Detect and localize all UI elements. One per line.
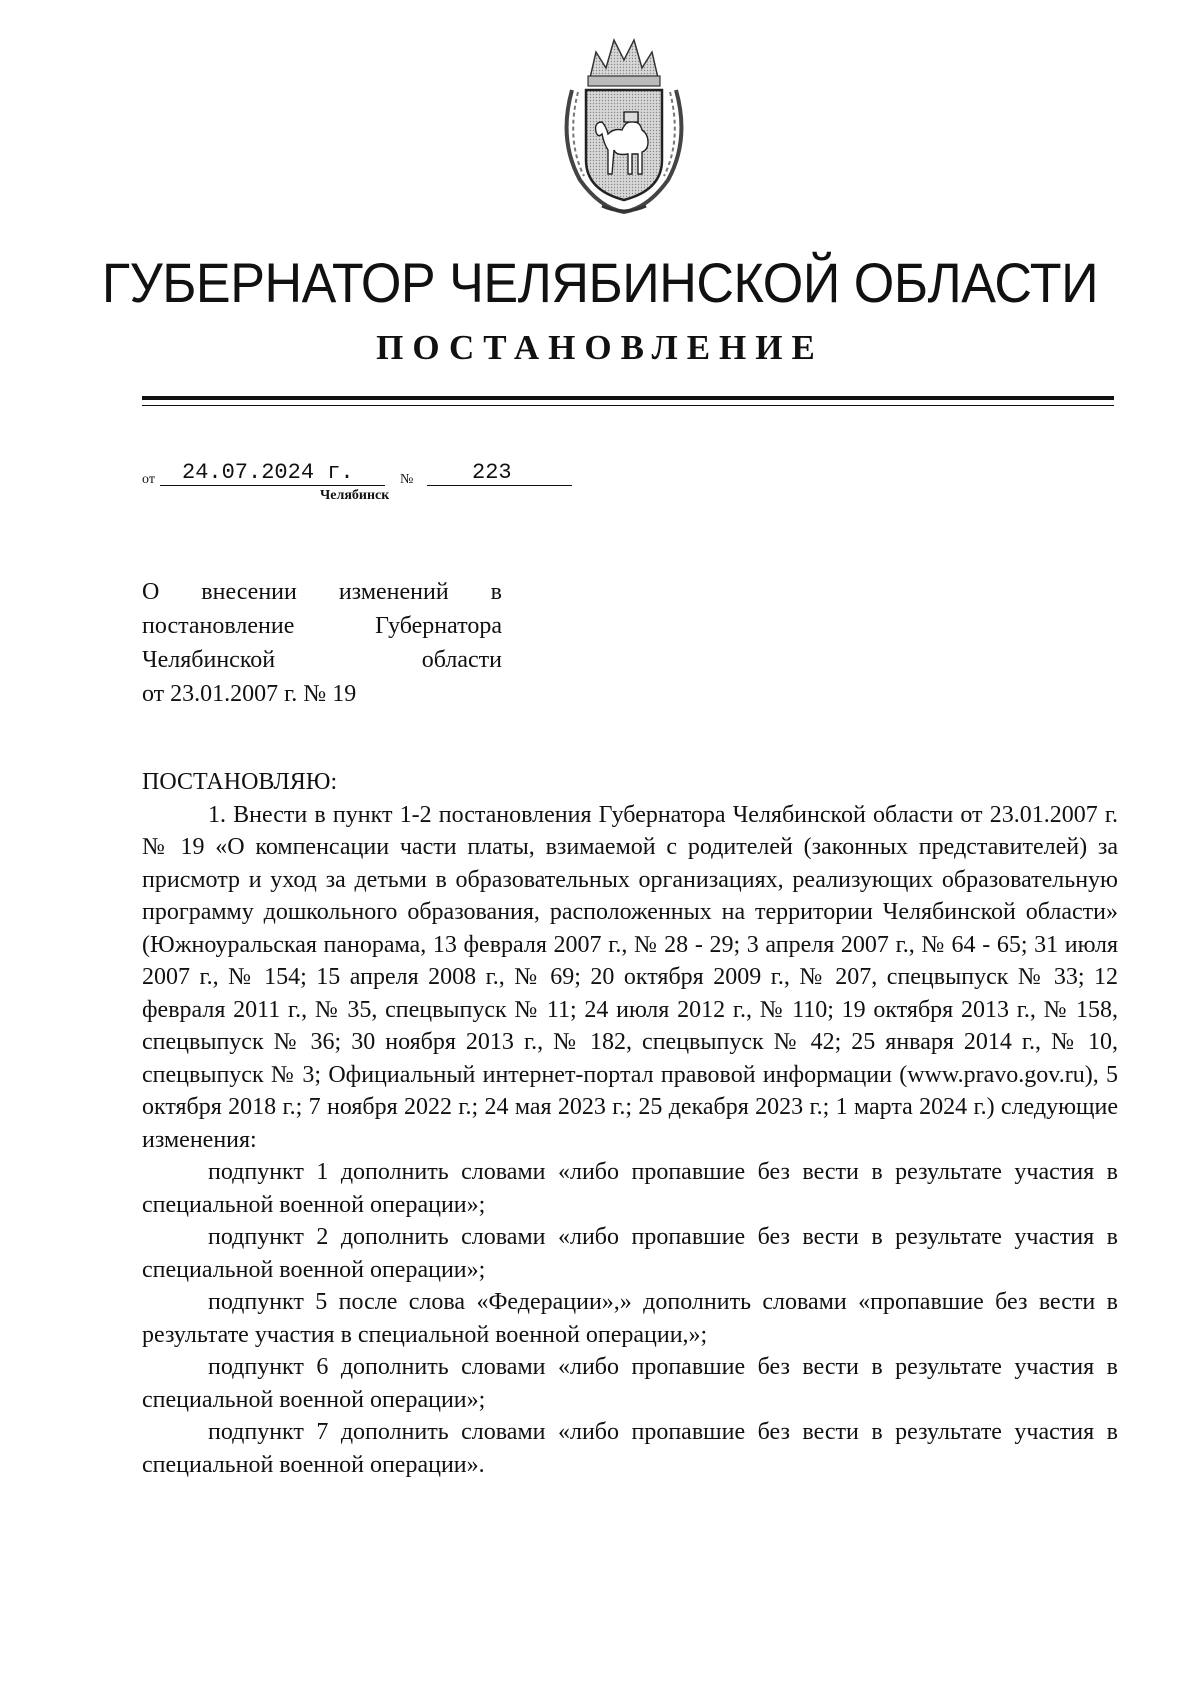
city: Челябинск bbox=[320, 488, 390, 503]
amendment-item: подпункт 1 дополнить словами «либо пропавшие без вести в результате участия в специальной военной операции»; bbox=[142, 1159, 1118, 1218]
header-divider-thick bbox=[142, 396, 1114, 400]
date-prefix: от bbox=[142, 472, 155, 487]
number-prefix: № bbox=[400, 472, 414, 487]
subject-line: Челябинской области bbox=[142, 647, 502, 673]
subject-line: О внесении изменений в bbox=[142, 579, 502, 605]
amendment-item: подпункт 6 дополнить словами «либо пропавшие без вести в результате участия в специальной военной операции»; bbox=[142, 1354, 1118, 1413]
header-divider-thin bbox=[142, 405, 1114, 406]
dateline bbox=[142, 460, 582, 490]
chelyabinsk-coat-of-arms-icon bbox=[550, 30, 698, 218]
document-number: 223 bbox=[472, 460, 512, 485]
document-subject bbox=[142, 575, 502, 711]
paragraph: 1. Внести в пункт 1-2 постановления Губернатора Челябинской области от 23.01.2007 г. № 19 «О компенсации части платы, взимаемой с родителей (законных представителей) за присмотр и уход за детьми в образовательных организациях, реализующих образовательную программу дошкольного образования, расположенных на территории Челябинской области» (Южноуральская панорама, 13 февраля 2007 г., № 28 - 29; 3 апреля 2007 г., № 64 - 65; 31 июля 2007 г., № 154; 15 апреля 2008 г., № 69; 20 октября 2009 г., № 207, спецвыпуск № 33; 12 февраля 2011 г., № 35, спецвыпуск № 11; 24 июля 2012 г., № 110; 19 октября 2013 г., № 158, спецвыпуск № 36; 30 ноября 2013 г., № 182, спецвыпуск № 42; 25 января 2014 г., № 10, спецвыпуск № 3; Официальный интернет-портал правовой информации (www.pravo.gov.ru), 5 октября 2018 г.; 7 ноября 2022 г.; 24 мая 2023 г.; 25 декабря 2023 г.; 1 марта 2024 г.) следующие изменения: bbox=[142, 801, 1118, 1153]
amendment-item: подпункт 5 после слова «Федерации»,» дополнить словами «пропавшие без вести в результате участия в специальной военной операции,»; bbox=[142, 1289, 1118, 1348]
decree-word: ПОСТАНОВЛЯЮ: bbox=[142, 769, 338, 795]
subject-line: от 23.01.2007 г. № 19 bbox=[142, 681, 357, 707]
date-underline bbox=[160, 485, 385, 486]
crown-icon bbox=[588, 40, 660, 86]
page-title: ГУБЕРНАТОР ЧЕЛЯБИНСКОЙ ОБЛАСТИ bbox=[101, 251, 1099, 314]
document-body bbox=[142, 766, 1118, 1481]
document-type: ПОСТАНОВЛЕНИЕ bbox=[376, 328, 824, 367]
subject-line: постановление Губернатора bbox=[142, 613, 502, 639]
document-date: 24.07.2024 г. bbox=[182, 460, 354, 485]
amendment-item: подпункт 7 дополнить словами «либо пропавшие без вести в результате участия в специальной военной операции». bbox=[142, 1419, 1118, 1478]
amendment-item: подпункт 2 дополнить словами «либо пропавшие без вести в результате участия в специальной военной операции»; bbox=[142, 1224, 1118, 1283]
number-underline bbox=[427, 485, 572, 486]
